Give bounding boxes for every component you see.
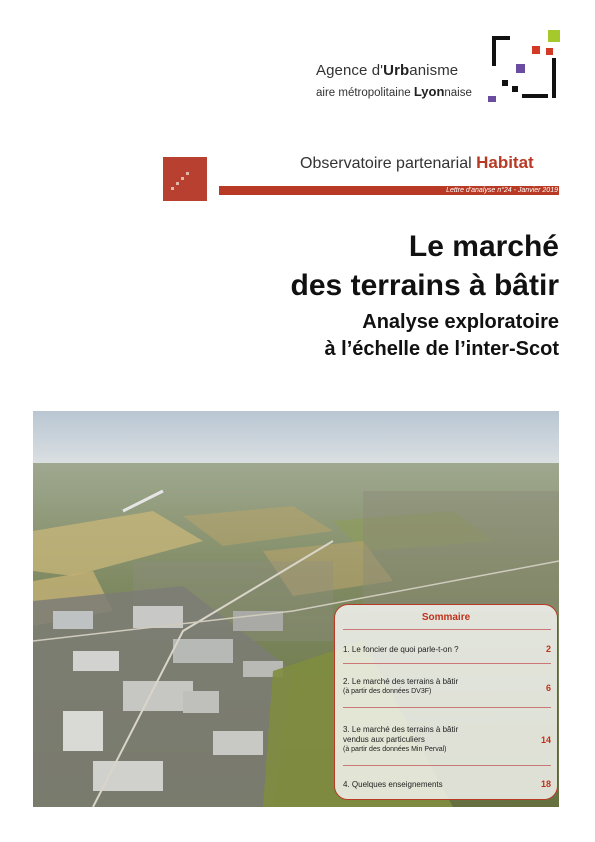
sommaire-box [334,604,558,800]
observatoire-title: Observatoire partenarial Habitat [300,153,534,172]
toc-divider [343,765,551,766]
toc-item-3-detail: (à partir des données Min Perval) [343,746,447,753]
toc-item-1-label[interactable]: 1. Le foncier de quoi parle-t-on ? [343,645,459,654]
agency-logo [486,30,562,106]
agency-subtitle: aire métropolitaine Lyonnaise [316,84,472,99]
subtitle-line1: Analyse exploratoire [362,311,559,333]
toc-item-2-page[interactable]: 6 [545,683,551,693]
sommaire-heading: Sommaire [421,612,471,623]
toc-divider [343,707,551,708]
toc-item-3-page[interactable]: 14 [540,735,551,745]
toc-item-2-label[interactable]: 2. Le marché des terrains à bâtir [343,677,459,686]
main-title-line2: des terrains à bâtir [290,269,559,302]
toc-item-1-page[interactable]: 2 [545,644,551,654]
subtitle-line2: à l’échelle de l’inter-Scot [324,338,559,360]
issue-label: Lettre d'analyse n°24 - Janvier 2019 [446,187,558,194]
agency-name: Agence d'Urbanisme [316,62,459,79]
toc-item-2-detail: (à partir des données DV3F) [343,688,432,695]
toc-item-3-label2[interactable]: vendus aux particuliers [343,735,425,744]
toc-divider [343,663,551,664]
main-title-line1: Le marché [408,230,559,263]
observatoire-square [163,157,207,201]
toc-item-4-label[interactable]: 4. Quelques enseignements [343,780,443,789]
sommaire-divider [343,629,551,630]
toc-item-4-page[interactable]: 18 [540,779,551,789]
toc-item-3-label[interactable]: 3. Le marché des terrains à bâtir [343,725,459,734]
